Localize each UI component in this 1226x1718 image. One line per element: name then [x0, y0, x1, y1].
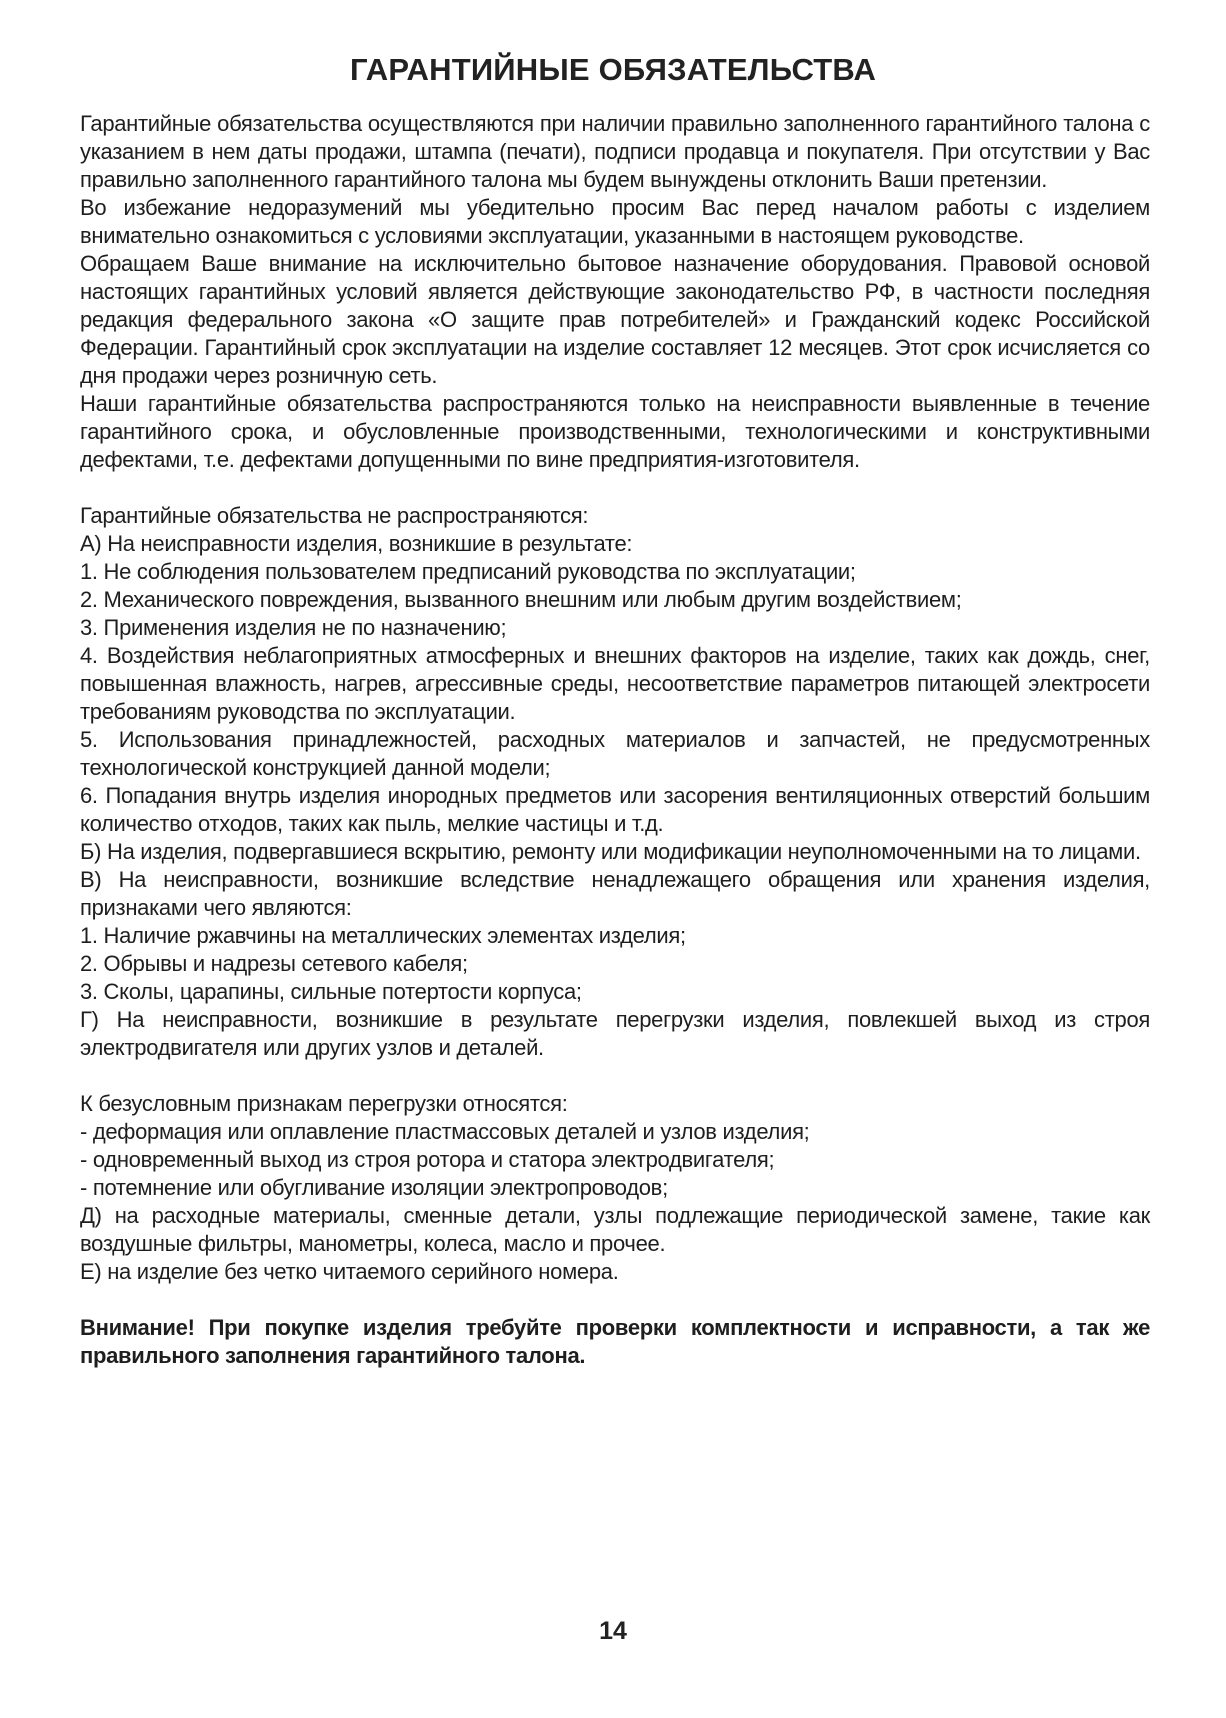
paragraph: К безусловным признакам перегрузки относятся:	[80, 1091, 568, 1116]
paragraph: Гарантийные обязательства не распространяются:	[80, 503, 589, 528]
paragraph: 3. Применения изделия не по назначению;	[80, 615, 507, 640]
paragraph: - одновременный выход из строя ротора и статора электродвигателя;	[80, 1147, 775, 1172]
paragraph: 4. Воздействия неблагоприятных атмосферных и внешних факторов на изделие, таких как дождь, снег, повышенная влажность, нагрев, агрессивные среды, несоответствие параметров питающей электросети требованиям руководства по эксплуатации.	[80, 643, 1150, 724]
paragraph: Наши гарантийные обязательства распространяются только на неисправности выявленные в течение гарантийного срока, и обусловленные производственными, технологическими и конструктивными дефектами, т.е. дефектами допущенными по вине предприятия-изготовителя.	[80, 391, 1150, 472]
paragraph: В) На неисправности, возникшие вследствие ненадлежащего обращения или хранения изделия, признаками чего являются:	[80, 867, 1150, 920]
paragraph: 5. Использования принадлежностей, расходных материалов и запчастей, не предусмотренных технологической конструкцией данной модели;	[80, 727, 1150, 780]
paragraph: 2. Механического повреждения, вызванного внешним или любым другим воздействием;	[80, 587, 962, 612]
paragraph: Е) на изделие без четко читаемого серийного номера.	[80, 1259, 619, 1284]
paragraph: 6. Попадания внутрь изделия инородных предметов или засорения вентиляционных отверстий большим количество отходов, таких как пыль, мелкие частицы и т.д.	[80, 783, 1150, 836]
paragraph: Гарантийные обязательства осуществляются при наличии правильно заполненного гарантийного талона с указанием в нем даты продажи, штампа (печати), подписи продавца и покупателя. При отсутствии у Вас правильно заполненного гарантийного талона мы будем вынуждены отклонить Ваши претензии.	[80, 111, 1150, 192]
paragraph: Внимание! При покупке изделия требуйте проверки комплектности и исправности, а так же правильного заполнения гарантийного талона.	[80, 1315, 1150, 1368]
paragraph: Д) на расходные материалы, сменные детали, узлы подлежащие периодической замене, такие как воздушные фильтры, манометры, колеса, масло и прочее.	[80, 1203, 1150, 1256]
page-number: 14	[599, 1617, 627, 1645]
paragraph: 1. Не соблюдения пользователем предписаний руководства по эксплуатации;	[80, 559, 856, 584]
paragraph: Во избежание недоразумений мы убедительно просим Вас перед началом работы с изделием внимательно ознакомиться с условиями эксплуатации, указанными в настоящем руководстве.	[80, 195, 1150, 248]
page-title: ГАРАНТИЙНЫЕ ОБЯЗАТЕЛЬСТВА	[349, 52, 877, 87]
paragraph: 2. Обрывы и надрезы сетевого кабеля;	[80, 951, 468, 976]
paragraph: - потемнение или обугливание изоляции электропроводов;	[80, 1175, 668, 1200]
paragraph: 1. Наличие ржавчины на металлических элементах изделия;	[80, 923, 686, 948]
paragraph: - деформация или оплавление пластмассовых деталей и узлов изделия;	[80, 1119, 810, 1144]
document-body	[80, 110, 1150, 1370]
paragraph: Обращаем Ваше внимание на исключительно бытовое назначение оборудования. Правовой основой настоящих гарантийных условий является действующие законодательство РФ, в частности последняя редакция федерального закона «О защите прав потребителей» и Гражданский кодекс Российской Федерации. Гарантийный срок эксплуатации на изделие составляет 12 месяцев. Этот срок исчисляется со дня продажи через розничную сеть.	[80, 251, 1150, 388]
page-footer	[0, 1617, 1226, 1646]
paragraph: А) На неисправности изделия, возникшие в результате:	[80, 531, 633, 556]
paragraph: 3. Сколы, царапины, сильные потертости корпуса;	[80, 979, 582, 1004]
paragraph: Г) На неисправности, возникшие в результате перегрузки изделия, повлекшей выход из строя электродвигателя или других узлов и деталей.	[80, 1007, 1150, 1060]
paragraph: Б) На изделия, подвергавшиеся вскрытию, ремонту или модификации неуполномоченными на то лицами.	[80, 839, 1141, 864]
